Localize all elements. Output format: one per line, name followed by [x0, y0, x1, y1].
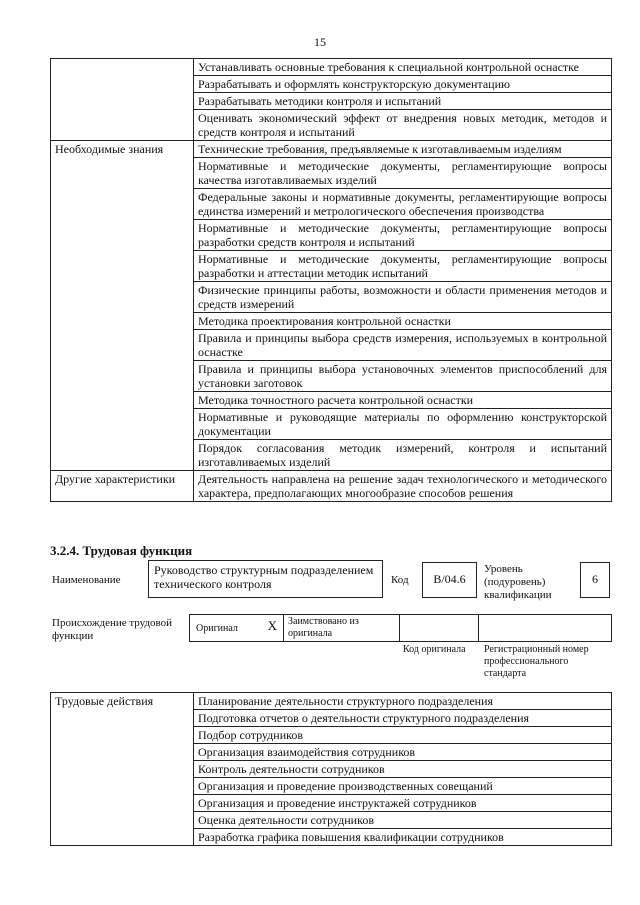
page-number: 15: [314, 35, 326, 49]
row-label: Другие характеристики: [51, 471, 194, 502]
original-mark: X: [267, 618, 277, 633]
labor-actions-table: [50, 692, 612, 846]
row-item: Физические принципы работы, возможности и области применения методов и средств измерений: [194, 282, 612, 313]
row-item: Контроль деятельности сотрудников: [194, 761, 612, 778]
row-item: Разрабатывать и оформлять конструкторскую документацию: [194, 76, 612, 93]
row-item: Нормативные и методические документы, регламентирующие вопросы качества изготавливаемых изделий: [194, 158, 612, 189]
row-item: Нормативные и руководящие материалы по оформлению конструкторской документации: [194, 409, 612, 440]
reg-number-label: Регистрационный номер профессионального стандарта: [484, 644, 589, 679]
row-item: Нормативные и методические документы, регламентирующие вопросы разработки и аттестации методик испытаний: [194, 251, 612, 282]
level-box: 6: [580, 562, 610, 598]
borrowed-box: Заимствовано из оригинала: [283, 614, 400, 642]
knowledge-skills-table: [50, 58, 612, 502]
row-item: Организация и проведение производственных совещаний: [194, 778, 612, 795]
original-box: [189, 614, 284, 642]
table-row: [51, 59, 612, 76]
row-item: Деятельность направлена на решение задач технологического и методического характера, предполагающих многообразие способов решения: [194, 471, 612, 502]
origin-code-label: Код оригинала: [403, 644, 466, 655]
table-row: [51, 693, 612, 710]
code-label: Код: [391, 574, 409, 586]
table-row: [51, 141, 612, 158]
function-name-box: Руководство структурным подразделением технического контроля: [148, 560, 383, 598]
name-label: Наименование: [52, 574, 121, 586]
row-item: Оценивать экономический эффект от внедрения новых методик, методов и средств контроля и испытаний: [194, 110, 612, 141]
table-row: [51, 471, 612, 502]
row-item: Подготовка отчетов о деятельности структурного подразделения: [194, 710, 612, 727]
row-label: Необходимые знания: [51, 141, 194, 471]
row-label: Трудовые действия: [51, 693, 194, 846]
row-item: Организация взаимодействия сотрудников: [194, 744, 612, 761]
row-item: Нормативные и методические документы, регламентирующие вопросы разработки средств контроля и испытаний: [194, 220, 612, 251]
row-item: Разработка графика повышения квалификации сотрудников: [194, 829, 612, 846]
row-item: Правила и принципы выбора установочных элементов приспособлений для установки заготовок: [194, 361, 612, 392]
row-item: Планирование деятельности структурного подразделения: [194, 693, 612, 710]
row-item: Технические требования, предъявляемые к изготавливаемым изделиям: [194, 141, 612, 158]
level-label: Уровень (подуровень) квалификации: [484, 563, 552, 601]
row-item: Методика проектирования контрольной оснастки: [194, 313, 612, 330]
code-box: В/04.6: [422, 562, 477, 598]
section-title: 3.2.4. Трудовая функция: [50, 543, 193, 558]
row-label: [51, 59, 194, 141]
row-item: Правила и принципы выбора средств измерения, используемых в контрольной оснастке: [194, 330, 612, 361]
row-item: Устанавливать основные требования к специальной контрольной оснастке: [194, 59, 612, 76]
origin-code-box: [399, 614, 479, 642]
row-item: Методика точностного расчета контрольной оснастки: [194, 392, 612, 409]
row-item: Подбор сотрудников: [194, 727, 612, 744]
row-item: Организация и проведение инструктажей сотрудников: [194, 795, 612, 812]
row-item: Порядок согласования методик измерений, контроля и испытаний изготавливаемых изделий: [194, 440, 612, 471]
row-item: Разрабатывать методики контроля и испытаний: [194, 93, 612, 110]
row-item: Оценка деятельности сотрудников: [194, 812, 612, 829]
row-item: Федеральные законы и нормативные документы, регламентирующие вопросы единства измерений и метрологического обеспечения производства: [194, 189, 612, 220]
reg-number-box: [478, 614, 612, 642]
origin-label: Происхождение трудовой функции: [52, 617, 173, 642]
original-label: Оригинал: [196, 623, 238, 634]
